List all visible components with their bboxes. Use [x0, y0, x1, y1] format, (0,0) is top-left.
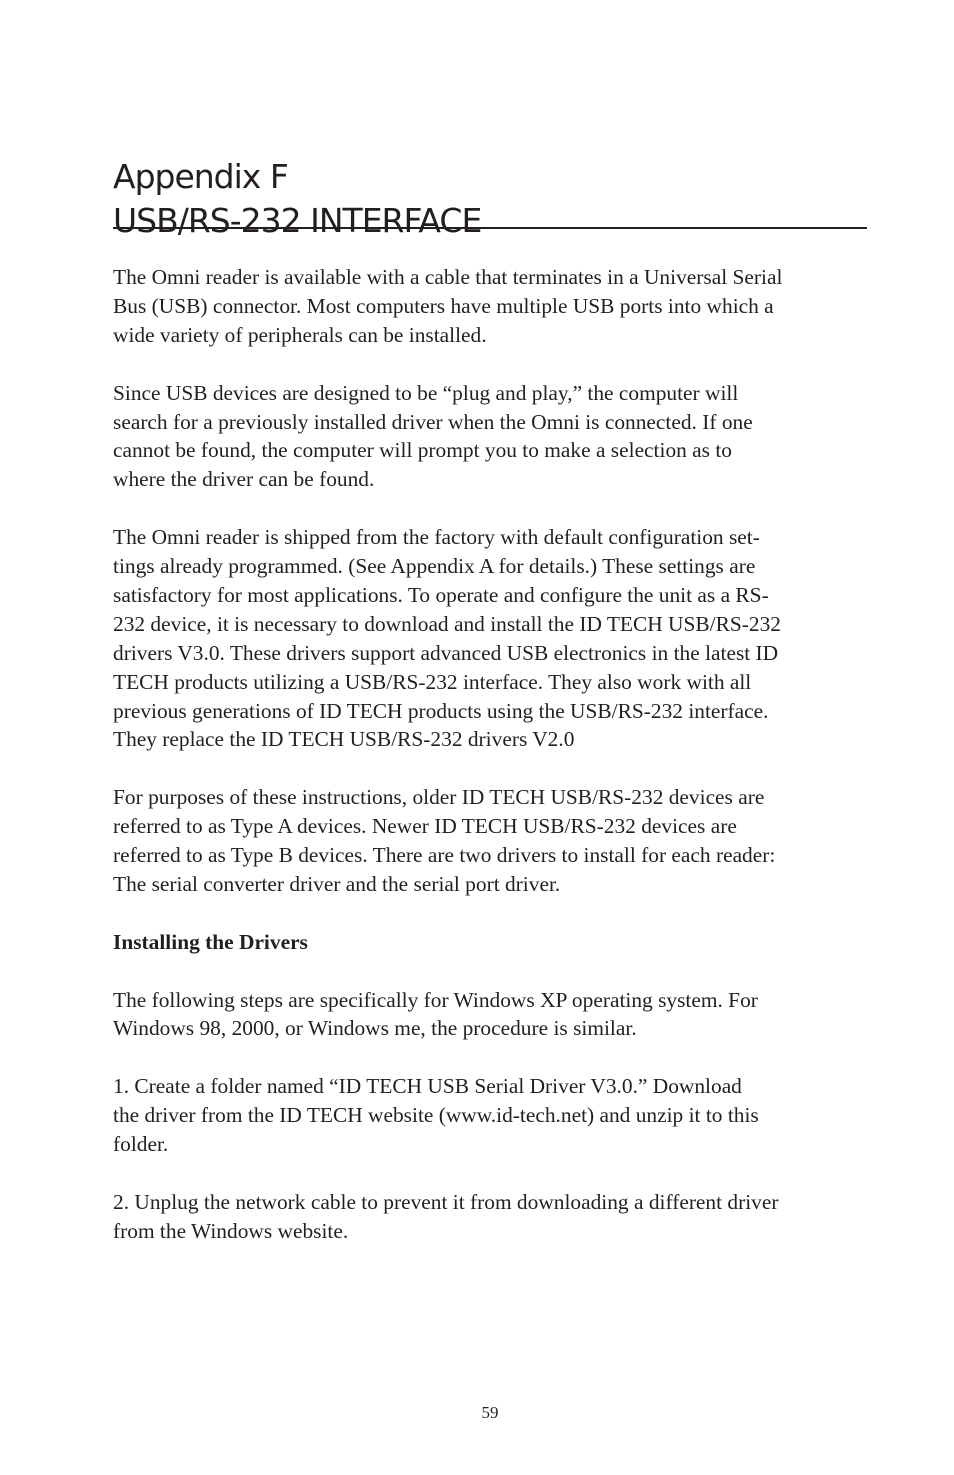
- text-line: where the driver can be found.: [113, 467, 375, 492]
- text-line: For purposes of these instructions, older ID TECH USB/RS-232 devices are: [113, 785, 765, 810]
- text-line: previous generations of ID TECH products using the USB/RS-232 interface.: [113, 698, 769, 723]
- text-line: search for a previously installed driver when the Omni is connected. If one: [113, 409, 753, 434]
- paragraph-intro: [113, 263, 869, 350]
- heading-divider: [113, 227, 867, 229]
- text-line: The serial converter driver and the serial port driver.: [113, 871, 561, 896]
- text-line: referred to as Type A devices. Newer ID TECH USB/RS-232 devices are: [113, 814, 737, 839]
- text-line: tings already programmed. (See Appendix A for details.) These settings are: [113, 554, 756, 579]
- text-line: Bus (USB) connector. Most computers have multiple USB ports into which a: [113, 293, 774, 318]
- text-line: The Omni reader is available with a cable that terminates in a Universal Serial: [113, 265, 783, 289]
- paragraph-factory-settings: [113, 523, 869, 754]
- paragraph-plug-and-play: [113, 379, 869, 495]
- section-heading-installing-drivers: Installing the Drivers: [113, 929, 308, 954]
- text-line: Since USB devices are designed to be “plug and play,” the computer will: [113, 380, 739, 405]
- page-number: 59: [481, 1403, 499, 1422]
- text-line: Windows 98, 2000, or Windows me, the procedure is similar.: [113, 1016, 637, 1041]
- text-line: drivers V3.0. These drivers support advanced USB electronics in the latest ID: [113, 640, 779, 665]
- text-line: from the Windows website.: [113, 1218, 349, 1243]
- paragraph-windows-xp: [113, 986, 869, 1044]
- appendix-title: USB/RS-232 INTERFACE: [113, 201, 482, 241]
- text-line: The Omni reader is shipped from the factory with default configuration set-: [113, 525, 760, 550]
- paragraph-device-types: [113, 783, 869, 899]
- text-line: They replace the ID TECH USB/RS-232 drivers V2.0: [113, 727, 575, 752]
- text-line: wide variety of peripherals can be installed.: [113, 322, 487, 347]
- text-line: 232 device, it is necessary to download and install the ID TECH USB/RS-232: [113, 611, 781, 636]
- text-line: referred to as Type B devices. There are two drivers to install for each reader:: [113, 843, 776, 868]
- text-line: cannot be found, the computer will prompt you to make a selection as to: [113, 438, 732, 463]
- appendix-label: Appendix F: [113, 157, 288, 197]
- appendix-heading: [113, 155, 867, 243]
- step-2-unplug-network: [113, 1188, 869, 1246]
- document-page: [113, 0, 867, 1475]
- text-line: TECH products utilizing a USB/RS-232 interface. They also work with all: [113, 669, 752, 694]
- body-text: [113, 263, 869, 1275]
- text-line: 1. Create a folder named “ID TECH USB Serial Driver V3.0.” Download: [113, 1074, 742, 1099]
- text-line: folder.: [113, 1132, 169, 1157]
- text-line: satisfactory for most applications. To operate and configure the unit as a RS-: [113, 582, 769, 607]
- text-line: the driver from the ID TECH website (www.id-tech.net) and unzip it to this: [113, 1103, 759, 1128]
- text-line: The following steps are specifically for Windows XP operating system. For: [113, 987, 758, 1012]
- step-1-create-folder: [113, 1072, 869, 1159]
- text-line: 2. Unplug the network cable to prevent it from downloading a different driver: [113, 1189, 779, 1214]
